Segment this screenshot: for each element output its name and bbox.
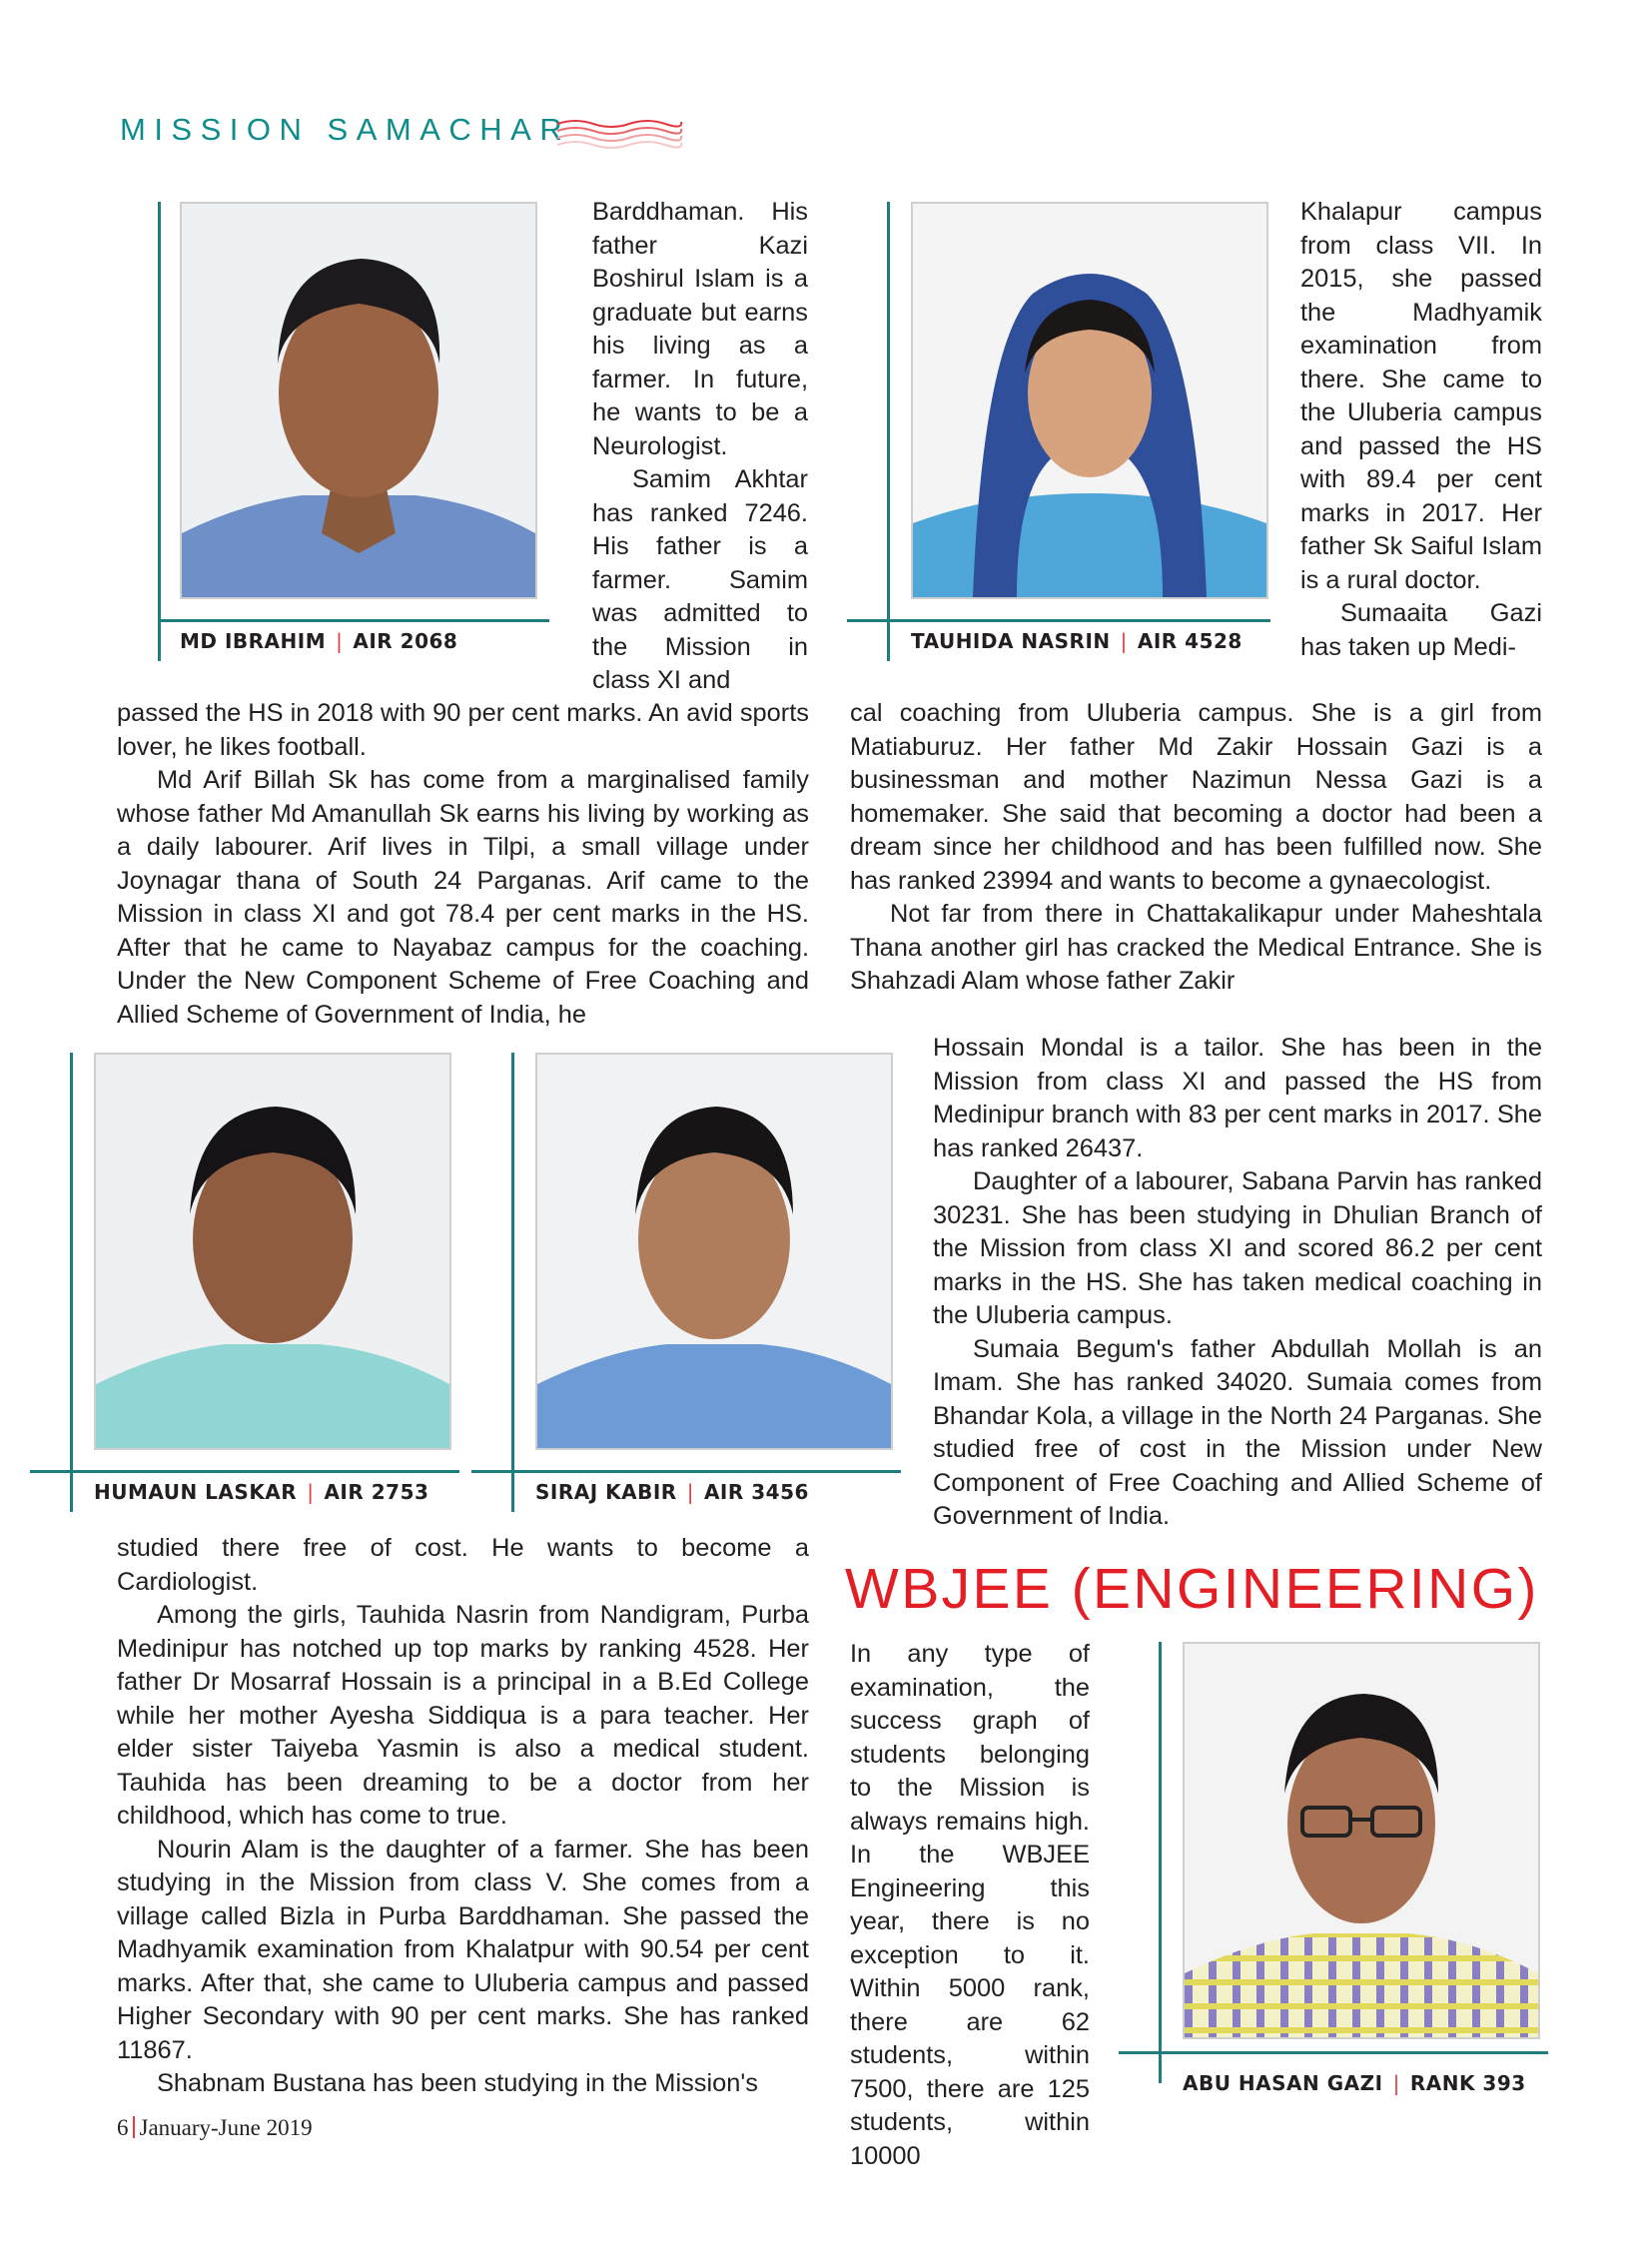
caption-rank: AIR 4528 [1137,629,1242,653]
photo-tauhida-nasrin [911,202,1268,599]
paragraph: Sumaaita Gazi has taken up Medi- [1300,599,1542,661]
photo-caption [94,1480,428,1504]
caption-rank: AIR 3456 [703,1480,809,1504]
photo-caption [535,1480,809,1504]
caption-name: MD IBRAHIM [180,629,327,653]
caption-rank: AIR 2753 [324,1480,429,1504]
caption-separator: | [1392,2071,1400,2095]
photo-md-ibrahim [180,202,537,599]
caption-separator: | [1120,629,1128,653]
caption-separator: | [336,629,344,653]
photo-frame-line [1159,1642,1162,2083]
paragraph: Shabnam Bustana has been studying in the Mission's [157,2069,758,2097]
article-col2-lower [933,1032,1542,1534]
photo-frame-line [511,1053,514,1512]
photo-humaun-laskar [94,1053,451,1450]
photo-siraj-kabir [535,1053,893,1450]
caption-name: HUMAUN LASKAR [94,1480,298,1504]
paragraph: studied there free of cost. He wants to become a Cardiologist. [117,1534,809,1596]
paragraph: Khalapur campus from class VII. In 2015, she passed the Madhyamik examination from there. She came to the Uluberia campus and passed the HS with 89.4 per cent marks in 2017. Her father Sk Saiful Islam is a rural doctor. [1300,198,1542,594]
paragraph: Among the girls, Tauhida Nasrin from Nandigram, Purba Medinipur has notched up top marks by ranking 4528. Her father Dr Mosarraf Hossain is a principal in a B.Ed College while her mother Ayesha Siddiqua is a para teacher. Her elder sister Taiyeba Yasmin is also a medical student. Tauhida has been dreaming to be a doctor from her childhood, which has come to true. [117,1601,809,1830]
photo-frame-line [30,1470,459,1473]
photo-frame-line [70,1053,73,1512]
paragraph: Barddhaman. His father Kazi Boshirul Islam is a graduate but earns his living as a farmer. In future, he wants to be a Neurologist. [592,198,808,460]
photo-frame-line [887,202,890,661]
photo-frame-line [847,619,1270,622]
photo-caption [180,629,457,653]
issue-date: January-June 2019 [139,2115,313,2140]
photo-abu-hasan-gazi [1183,1642,1540,2039]
footer-separator [133,2116,135,2138]
photo-caption [1183,2071,1526,2095]
page-number: 6 [117,2115,129,2140]
paragraph: In any type of examination, the success graph of students belonging to the Mission is always remains high. In the WBJEE Engineering this year, there is no exception to it. Within 5000 rank, there are 62 students, within 7500, there are 125 students, within 10000 [850,1640,1090,2170]
paragraph: Md Arif Billah Sk has come from a marginalised family whose father Md Amanullah Sk earns his living by working as a daily labourer. Arif lives in Tilpi, a small village under Joynagar thana of South 24 Parganas. Arif came to the Mission in class XI and got 78.4 per cent marks in the HS. After that he came to Nayabaz campus for the coaching. Under the New Component Scheme of Free Coaching and Allied Scheme of Government of India, he [117,766,809,1029]
section-heading-wbjee: WBJEE (ENGINEERING) [845,1557,1539,1621]
article-col1-top [592,196,808,698]
photo-frame-line [158,619,549,622]
caption-rank: RANK 393 [1409,2071,1526,2095]
article-col1-middle [117,697,809,1032]
paragraph: Not far from there in Chattakalikapur under Maheshtala Thana another girl has cracked the Medical Entrance. She is Shahzadi Alam whose father Zakir [850,900,1542,995]
photo-frame-line [471,1470,901,1473]
article-wbjee [850,1638,1090,2173]
paragraph: Sumaia Begum's father Abdullah Mollah is an Imam. She has ranked 34020. Sumaia comes from Bhandar Kola, a village in the North 24 Parganas. She studied free of cost in the Mission under New Component of Free Coaching and Allied Scheme of Government of India. [933,1334,1542,1530]
caption-separator: | [307,1480,315,1504]
article-col2-middle [850,697,1542,999]
paragraph: passed the HS in 2018 with 90 per cent marks. An avid sports lover, he likes football. [117,699,809,761]
caption-name: SIRAJ KABIR [535,1480,677,1504]
caption-name: ABU HASAN GAZI [1183,2071,1383,2095]
photo-frame-line [1119,2051,1548,2054]
caption-rank: AIR 2068 [353,629,458,653]
caption-name: TAUHIDA NASRIN [911,629,1111,653]
article-col2-top [1300,196,1542,664]
paragraph: cal coaching from Uluberia campus. She is a girl from Matiaburuz. Her father Md Zakir Hossain Gazi is a businessman and mother Nazimun Nessa Gazi is a homemaker. She said that becoming a doctor had been a dream since her childhood and has been fulfilled now. She has ranked 23994 and wants to become a gynaecologist. [850,699,1542,895]
wave-ornament-icon [555,116,683,152]
paragraph: Samim Akhtar has ranked 7246. His father is a farmer. Samim was admitted to the Mission in class XI and [592,465,808,694]
caption-separator: | [686,1480,694,1504]
masthead: MISSION SAMACHAR [120,112,571,147]
photo-frame-line [158,202,161,661]
paragraph: Daughter of a labourer, Sabana Parvin has ranked 30231. She has been studying in Dhulian Branch of the Mission from class XI and scored 86.2 per cent marks in the HS. She has taken medical coaching in the Uluberia campus. [933,1167,1542,1329]
page-footer [117,2115,313,2141]
article-col1-bottom [117,1532,809,2101]
paragraph: Nourin Alam is the daughter of a farmer. She has been studying in the Mission from class V. She comes from a village called Bizla in Purba Barddhaman. She passed the Madhyamik examination from Khalatpur with 90.54 per cent marks. After that, she came to Uluberia campus and passed Higher Secondary with 90 per cent marks. She has ranked 11867. [117,1835,809,2064]
photo-caption [911,629,1242,653]
paragraph: Hossain Mondal is a tailor. She has been in the Mission from class XI and passed the HS from Medinipur branch with 83 per cent marks in 2017. She has ranked 26437. [933,1034,1542,1162]
